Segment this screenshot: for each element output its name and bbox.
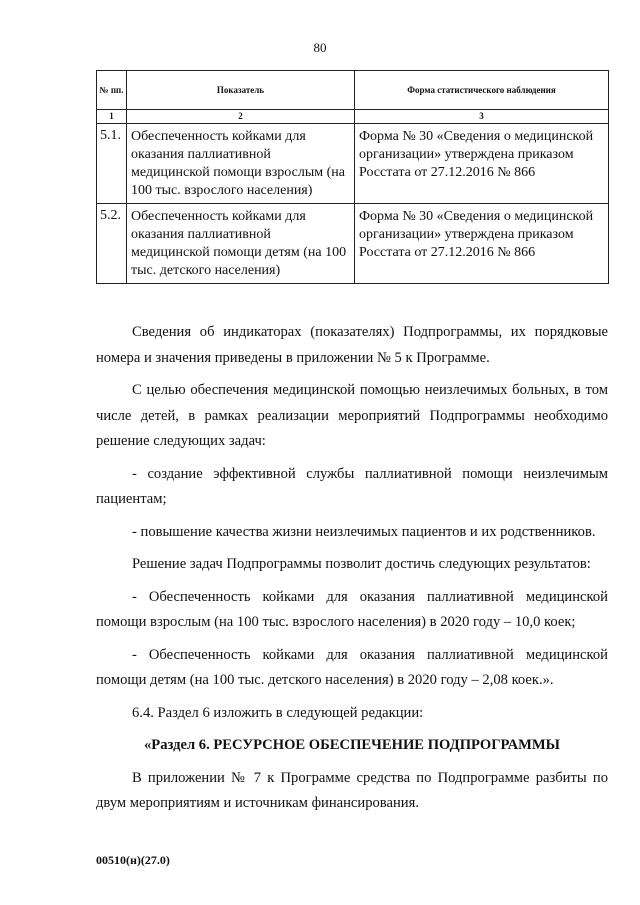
table-row: [97, 124, 609, 204]
paragraph: Сведения об индикаторах (показателях) Подпрограммы, их порядковые номера и значения приведены в приложении № 5 к Программе.: [96, 324, 608, 366]
table-row: [97, 204, 609, 284]
row-indicator: Обеспеченность койками для оказания паллиативной медицинской помощи взрослым (на 100 тыс. взрослого населения): [127, 124, 355, 204]
header-indicator: Показатель: [127, 71, 355, 110]
column-number-3: 3: [355, 110, 609, 124]
paragraph: В приложении № 7 к Программе средства по Подпрограмме разбиты по двум мероприятиям и источникам финансирования.: [96, 769, 608, 811]
document-body: [96, 320, 608, 824]
row-number: 5.1.: [97, 124, 127, 204]
row-form: Форма № 30 «Сведения о медицинской организации» утверждена приказом Росстата от 27.12.2016 № 866: [355, 124, 609, 204]
table-column-numbers-row: [97, 110, 609, 124]
paragraph: - повышение качества жизни неизлечимых пациентов и их родственников.: [132, 523, 596, 540]
row-number: 5.2.: [97, 204, 127, 284]
paragraph: С целью обеспечения медицинской помощью неизлечимых больных, в том числе детей, в рамках реализации мероприятий Подпрограммы необходимо решение следующих задач:: [96, 382, 608, 449]
document-code: 00510(н)(27.0): [96, 853, 170, 867]
section-title: «Раздел 6. РЕСУРСНОЕ ОБЕСПЕЧЕНИЕ ПОДПРОГРАММЫ: [143, 737, 560, 753]
row-indicator: Обеспеченность койками для оказания паллиативной медицинской помощи детям (на 100 тыс. детского населения): [127, 204, 355, 284]
header-number: № пп.: [97, 71, 127, 110]
paragraph: - Обеспеченность койками для оказания паллиативной медицинской помощи взрослым (на 100 тыс. взрослого населения) в 2020 году – 10,0 коек;: [96, 588, 608, 630]
page-number: 80: [313, 40, 327, 55]
column-number-2: 2: [127, 110, 355, 124]
paragraph: 6.4. Раздел 6 изложить в следующей редакции:: [132, 704, 424, 721]
paragraph: Решение задач Подпрограммы позволит достичь следующих результатов:: [132, 556, 591, 572]
row-form: Форма № 30 «Сведения о медицинской организации» утверждена приказом Росстата от 27.12.2016 № 866: [355, 204, 609, 284]
table-header-row: [97, 71, 609, 110]
indicators-table: [96, 70, 609, 284]
paragraph: - создание эффективной службы паллиативной помощи неизлечимым пациентам;: [96, 465, 608, 507]
column-number-1: 1: [97, 110, 127, 124]
paragraph: - Обеспеченность койками для оказания паллиативной медицинской помощи детям (на 100 тыс. детского населения) в 2020 году – 2,08 коек.».: [96, 646, 608, 688]
header-form: Форма статистического наблюдения: [355, 71, 609, 110]
